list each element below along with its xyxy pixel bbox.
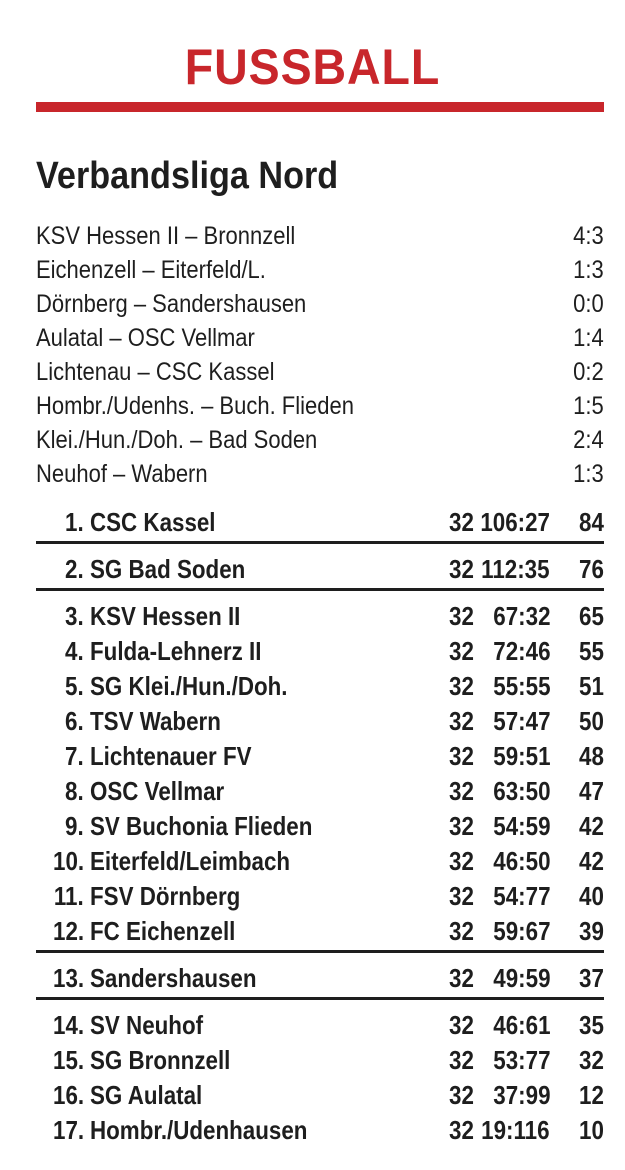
team-rank: 6. (65, 706, 84, 736)
team-name: TSV Wabern (90, 706, 221, 736)
section-title: FUSSBALL (184, 39, 441, 95)
standings-row (36, 774, 604, 809)
team-rank: 1. (65, 507, 84, 537)
games-played: 32 (449, 507, 474, 537)
result-row (36, 355, 604, 389)
team-rank: 15. (52, 1045, 84, 1075)
team-rank: 12. (52, 916, 84, 946)
team-rank: 4. (65, 636, 84, 666)
standings-row (36, 634, 604, 669)
goal-ratio: 46:50 (492, 846, 550, 876)
goal-ratio: 19:116 (481, 1115, 550, 1145)
result-row (36, 457, 604, 491)
match-score: 1:3 (573, 460, 604, 488)
team-points: 37 (579, 963, 604, 993)
team-points: 47 (579, 776, 604, 806)
games-played: 32 (449, 811, 474, 841)
team-name: Lichtenauer FV (90, 741, 252, 771)
team-name: KSV Hessen II (90, 601, 241, 631)
result-row (36, 287, 604, 321)
standings-row (36, 961, 604, 1000)
team-rank: 7. (65, 741, 84, 771)
standings-row (36, 552, 604, 591)
team-rank: 5. (65, 671, 84, 701)
team-points: 42 (579, 811, 604, 841)
games-played: 32 (449, 1010, 474, 1040)
team-name: Sandershausen (90, 963, 257, 993)
games-played: 32 (449, 1115, 474, 1145)
games-played: 32 (449, 846, 474, 876)
team-name: SG Bad Soden (90, 554, 246, 584)
match-score: 0:2 (573, 358, 604, 386)
goal-ratio: 54:77 (492, 881, 550, 911)
standings-row (36, 669, 604, 704)
team-rank: 17. (52, 1115, 84, 1145)
result-row (36, 389, 604, 423)
match-pairing: Klei./Hun./Doh. – Bad Soden (36, 426, 318, 454)
team-name: FC Eichenzell (90, 916, 236, 946)
team-points: 35 (579, 1010, 604, 1040)
match-score: 2:4 (573, 426, 604, 454)
standings-row (36, 1008, 604, 1043)
team-name: SG Klei./Hun./Doh. (90, 671, 288, 701)
team-name: Eiterfeld/Leimbach (90, 846, 291, 876)
match-pairing: KSV Hessen II – Bronnzell (36, 222, 296, 250)
games-played: 32 (449, 706, 474, 736)
standings-row (36, 1043, 604, 1078)
standings-row (36, 914, 604, 953)
match-score: 0:0 (573, 290, 604, 318)
games-played: 32 (449, 601, 474, 631)
match-score: 1:3 (573, 256, 604, 284)
team-points: 48 (579, 741, 604, 771)
team-points: 32 (579, 1045, 604, 1075)
result-row (36, 321, 604, 355)
games-played: 32 (449, 916, 474, 946)
goal-ratio: 57:47 (492, 706, 550, 736)
result-row (36, 423, 604, 457)
team-points: 12 (579, 1080, 604, 1110)
standings-row (36, 704, 604, 739)
result-row (36, 219, 604, 253)
match-pairing: Hombr./Udenhs. – Buch. Flieden (36, 392, 354, 420)
team-name: CSC Kassel (90, 507, 216, 537)
team-name: SG Aulatal (90, 1080, 203, 1110)
goal-ratio: 106:27 (480, 507, 550, 537)
result-row (36, 253, 604, 287)
goal-ratio: 37:99 (492, 1080, 550, 1110)
team-name: SV Buchonia Flieden (90, 811, 313, 841)
games-played: 32 (449, 554, 474, 584)
match-score: 1:4 (573, 324, 604, 352)
goal-ratio: 59:51 (492, 741, 550, 771)
section-divider (36, 102, 604, 112)
games-played: 32 (449, 776, 474, 806)
team-points: 65 (579, 601, 604, 631)
team-name: OSC Vellmar (90, 776, 225, 806)
team-points: 84 (579, 507, 604, 537)
goal-ratio: 54:59 (492, 811, 550, 841)
goal-ratio: 72:46 (492, 636, 550, 666)
standings-row (36, 1113, 604, 1148)
games-played: 32 (449, 636, 474, 666)
team-name: SV Neuhof (90, 1010, 204, 1040)
match-pairing: Eichenzell – Eiterfeld/L. (36, 256, 266, 284)
games-played: 32 (449, 671, 474, 701)
standings-row (36, 505, 604, 544)
team-name: SG Bronnzell (90, 1045, 231, 1075)
results-list (36, 219, 604, 491)
team-name: FSV Dörnberg (90, 881, 241, 911)
team-rank: 10. (52, 846, 84, 876)
standings-row (36, 844, 604, 879)
standings-row (36, 739, 604, 774)
games-played: 32 (449, 1080, 474, 1110)
team-rank: 8. (65, 776, 84, 806)
team-rank: 3. (65, 601, 84, 631)
team-name: Fulda-Lehnerz II (90, 636, 262, 666)
team-rank: 9. (65, 811, 84, 841)
games-played: 32 (449, 1045, 474, 1075)
goal-ratio: 53:77 (492, 1045, 550, 1075)
standings-table (36, 505, 604, 1148)
goal-ratio: 55:55 (492, 671, 550, 701)
team-points: 42 (579, 846, 604, 876)
match-score: 1:5 (573, 392, 604, 420)
team-rank: 16. (52, 1080, 84, 1110)
standings-row (36, 809, 604, 844)
team-points: 50 (579, 706, 604, 736)
games-played: 32 (449, 741, 474, 771)
match-pairing: Dörnberg – Sandershausen (36, 290, 307, 318)
goal-ratio: 46:61 (492, 1010, 550, 1040)
team-rank: 2. (65, 554, 84, 584)
team-name: Hombr./Udenhausen (90, 1115, 308, 1145)
standings-row (36, 879, 604, 914)
match-pairing: Neuhof – Wabern (36, 460, 208, 488)
team-points: 40 (579, 881, 604, 911)
team-points: 10 (579, 1115, 604, 1145)
goal-ratio: 67:32 (492, 601, 550, 631)
team-rank: 11. (54, 881, 84, 911)
team-points: 76 (579, 554, 604, 584)
goal-ratio: 112:35 (481, 554, 550, 584)
standings-row (36, 1078, 604, 1113)
team-points: 39 (579, 916, 604, 946)
goal-ratio: 63:50 (492, 776, 550, 806)
goal-ratio: 49:59 (492, 963, 550, 993)
match-score: 4:3 (573, 222, 604, 250)
match-pairing: Lichtenau – CSC Kassel (36, 358, 275, 386)
team-points: 55 (579, 636, 604, 666)
match-pairing: Aulatal – OSC Vellmar (36, 324, 255, 352)
team-rank: 14. (52, 1010, 84, 1040)
league-title: Verbandsliga Nord (36, 155, 339, 197)
team-points: 51 (579, 671, 604, 701)
goal-ratio: 59:67 (492, 916, 550, 946)
games-played: 32 (449, 881, 474, 911)
standings-row (36, 599, 604, 634)
games-played: 32 (449, 963, 474, 993)
team-rank: 13. (52, 963, 84, 993)
